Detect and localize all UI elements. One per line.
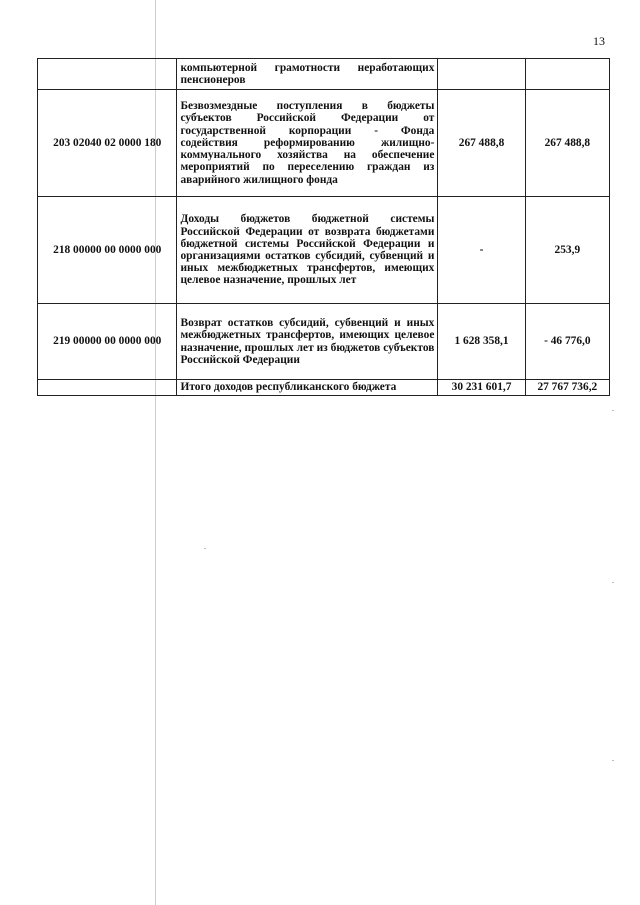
table-row: [38, 197, 610, 304]
amount1-cell: -: [438, 197, 525, 304]
code-cell: [38, 59, 177, 90]
total-amount1: 30 231 601,7: [438, 380, 525, 396]
total-label: Итого доходов республиканского бюджета: [177, 380, 438, 396]
description-cell: Безвозмездные поступления в бюджеты субъектов Российской Федерации от государственной корпорации - Фонда содействия реформированию жилищно-коммунального хозяйства на обеспечение мероприятий по переселению граждан из аварийного жилищного фонда: [177, 90, 438, 197]
budget-revenue-table: [37, 58, 610, 396]
scan-speck: [204, 548, 206, 549]
description-cell: компьютерной грамотности неработающих пенсионеров: [177, 59, 438, 90]
table-row: [38, 304, 610, 380]
table-row: [38, 59, 610, 90]
amount1-cell: [438, 59, 525, 90]
total-row: [38, 380, 610, 396]
scan-speck: [612, 760, 614, 761]
amount2-cell: [525, 59, 609, 90]
amount1-cell: 267 488,8: [438, 90, 525, 197]
code-cell: 203 02040 02 0000 180: [38, 90, 177, 197]
amount2-cell: 253,9: [525, 197, 609, 304]
page-number: 13: [593, 34, 605, 48]
scan-speck: [612, 410, 614, 411]
table-row: [38, 90, 610, 197]
description-cell: Доходы бюджетов бюджетной системы Российской Федерации от возврата бюджетами бюджетной системы Российской Федерации и организациями остатков субсидий, субвенций и иных межбюджетных трансфертов, имеющих целевое назначение, прошлых лет: [177, 197, 438, 304]
amount1-cell: 1 628 358,1: [438, 304, 525, 380]
total-code-cell: [38, 380, 177, 396]
scan-speck: [612, 582, 614, 583]
amount2-cell: - 46 776,0: [525, 304, 609, 380]
amount2-cell: 267 488,8: [525, 90, 609, 197]
total-amount2: 27 767 736,2: [525, 380, 609, 396]
code-cell: 219 00000 00 0000 000: [38, 304, 177, 380]
code-cell: 218 00000 00 0000 000: [38, 197, 177, 304]
description-cell: Возврат остатков субсидий, субвенций и иных межбюджетных трансфертов, имеющих целевое назначение, прошлых лет из бюджетов субъектов Российской Федерации: [177, 304, 438, 380]
